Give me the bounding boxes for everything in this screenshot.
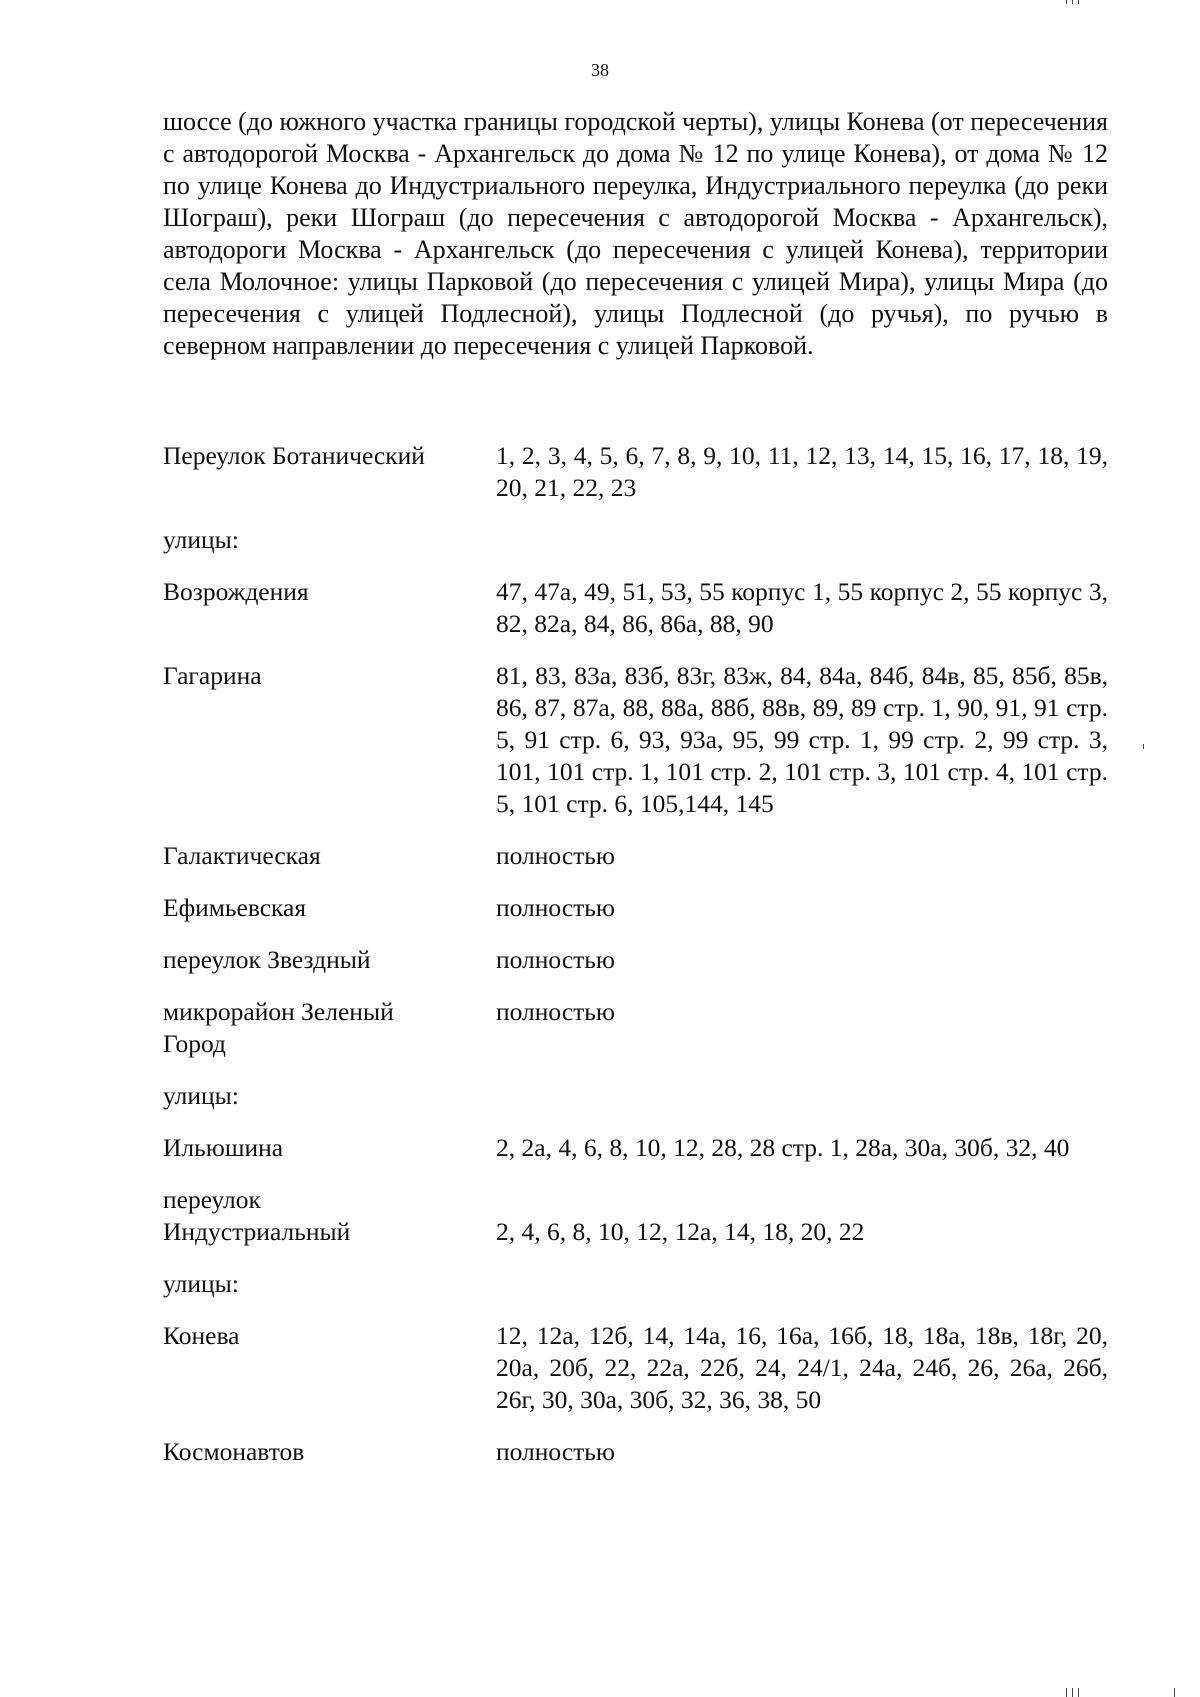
street-name: Гагарина [163, 661, 262, 690]
street-name: микрорайон Зеленый Город [163, 997, 394, 1058]
street-name: переулок Звездный [163, 945, 371, 974]
scan-mark [1078, 0, 1079, 4]
house-numbers: полностью [496, 945, 615, 974]
street-name: Возрождения [163, 577, 309, 606]
section-heading: улицы: [163, 1081, 239, 1110]
street-name: Переулок Ботанический [163, 441, 425, 470]
house-numbers: 2, 4, 6, 8, 10, 12, 12а, 14, 18, 20, 22 [496, 1217, 865, 1246]
street-name: Конева [163, 1321, 240, 1350]
street-name: Ильюшина [163, 1133, 284, 1162]
address-row [163, 440, 1108, 504]
address-row [163, 996, 1108, 1060]
section-heading: улицы: [163, 525, 239, 554]
scan-mark [1078, 1688, 1079, 1697]
scan-mark [1072, 0, 1073, 4]
house-numbers: полностью [496, 1437, 615, 1466]
street-name: Космонавтов [163, 1437, 305, 1466]
scan-mark [1066, 0, 1067, 4]
house-numbers: 81, 83, 83а, 83б, 83г, 83ж, 84, 84а, 84б, 84в, 85, 85б, 85в, 86, 87, 87а, 88, 88а, 88б, 88в, 89, 89 стр. 1, 90, 91, 91 стр. 5, 91 стр. 6, 93, 93а, 95, 99 стр. 1, 99 стр. 2, 99 стр. 3, 101, 101 стр. 1, 101 стр. 2, 101 стр. 3, 101 стр. 4, 101 стр. 5, 101 стр. 6, 105,144, 145 [496, 661, 1108, 818]
section-heading: улицы: [163, 1269, 239, 1298]
street-name: переулок Индустриальный [163, 1185, 351, 1246]
address-row [163, 892, 1108, 924]
house-numbers: полностью [496, 997, 615, 1026]
house-numbers: 2, 2а, 4, 6, 8, 10, 12, 28, 28 стр. 1, 28а, 30а, 30б, 32, 40 [496, 1133, 1070, 1162]
house-numbers: 1, 2, 3, 4, 5, 6, 7, 8, 9, 10, 11, 12, 13, 14, 15, 16, 17, 18, 19, 20, 21, 22, 23 [496, 441, 1108, 502]
house-numbers: 12, 12а, 12б, 14, 14а, 16, 16а, 16б, 18, 18а, 18в, 18г, 20, 20а, 20б, 22, 22а, 22б, 24, 24/1, 24а, 24б, 26, 26а, 26б, 26г, 30, 30а, 30б, 32, 36, 38, 50 [496, 1321, 1108, 1414]
address-row [163, 1184, 1108, 1248]
page-number: 38 [591, 60, 609, 80]
address-row [163, 944, 1108, 976]
scan-mark [1143, 744, 1144, 749]
street-name: Ефимьевская [163, 893, 307, 922]
house-numbers: 47, 47а, 49, 51, 53, 55 корпус 1, 55 корпус 2, 55 корпус 3, 82, 82а, 84, 86, 86а, 88, 90 [496, 577, 1108, 638]
scan-mark [1072, 1688, 1073, 1697]
house-numbers: полностью [496, 841, 615, 870]
intro-paragraph: шоссе (до южного участка границы городской черты), улицы Конева (от пересечения с автодорогой Москва - Архангельск до дома № 12 по улице Конева), от дома № 12 по улице Конева до Индустриального переулка, Индустриального переулка (до реки Шограш), реки Шограш (до пересечения с автодорогой Москва - Архангельск), автодороги Москва - Архангельск (до пересечения с улицей Конева), территории села Молочное: улицы Парковой (до пересечения с улицей Мира), улицы Мира (до пересечения с улицей Подлесной), улицы Подлесной (до ручья), по ручью в северном направлении до пересечения с улицей Парковой. [163, 107, 1108, 360]
address-row [163, 1132, 1108, 1164]
address-row [163, 576, 1108, 640]
address-row [163, 1436, 1108, 1468]
address-row [163, 840, 1108, 872]
house-numbers: полностью [496, 893, 615, 922]
street-name: Галактическая [163, 841, 321, 870]
scan-mark [1174, 1688, 1175, 1697]
scan-mark [1066, 1688, 1067, 1697]
address-row [163, 1320, 1108, 1416]
address-row [163, 660, 1108, 820]
address-list [163, 440, 1108, 1488]
